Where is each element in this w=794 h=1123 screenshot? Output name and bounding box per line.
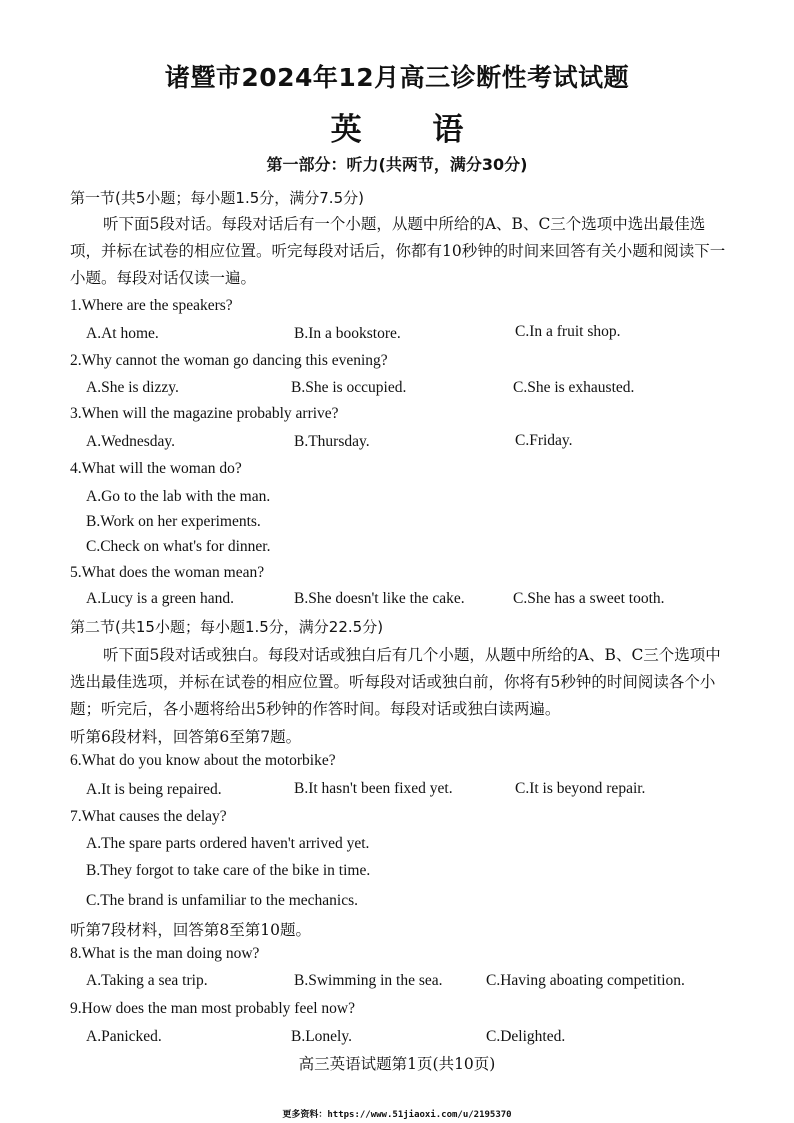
question-4: 4.What will the woman do? — [70, 460, 242, 477]
material-6-note: 听第6段材料，回答第6至第7题。 — [70, 728, 302, 746]
exam-title: 诸暨市2024年12月高三诊断性考试试题 — [164, 63, 630, 92]
question-1: 1.Where are the speakers? — [70, 297, 233, 314]
q5-option-b: B.She doesn't like the cake. — [294, 590, 465, 607]
q4-option-b: B.Work on her experiments. — [86, 513, 261, 530]
question-2: 2.Why cannot the woman go dancing this evening? — [70, 352, 388, 369]
q1-option-a: A.At home. — [86, 325, 159, 342]
q8-option-b: B.Swimming in the sea. — [294, 972, 443, 989]
q6-option-a: A.It is being repaired. — [86, 781, 222, 798]
part-heading: 第一部分：听力(共两节，满分30分) — [266, 155, 528, 174]
material-7-note: 听第7段材料，回答第8至第10题。 — [70, 921, 311, 939]
q3-option-b: B.Thursday. — [294, 433, 370, 450]
section2-heading: 第二节(共15小题；每小题1.5分，满分22.5分) — [70, 618, 384, 636]
question-7: 7.What causes the delay? — [70, 808, 227, 825]
q9-option-c: C.Delighted. — [486, 1028, 566, 1045]
q8-option-a: A.Taking a sea trip. — [86, 972, 208, 989]
question-8: 8.What is the man doing now? — [70, 945, 260, 962]
q3-option-c: C.Friday. — [515, 432, 573, 449]
question-5: 5.What does the woman mean? — [70, 564, 265, 581]
q2-option-c: C.She is exhausted. — [513, 379, 635, 396]
q2-option-b: B.She is occupied. — [291, 379, 407, 396]
q6-option-c: C.It is beyond repair. — [515, 780, 646, 797]
q8-option-c: C.Having aboating competition. — [486, 972, 685, 989]
section1-instructions-text: 听下面5段对话。每段对话后有一个小题，从题中所给的A、B、C三个选项中选出最佳选项，并标在试卷的相应位置。听完每段对话后，你都有10秒钟的时间来回答有关小题和阅读下一小题。每段对话仅读一遍。 — [70, 215, 726, 287]
q5-option-c: C.She has a sweet tooth. — [513, 590, 665, 607]
subject-title: 英 语 — [330, 112, 494, 148]
section2-instructions — [70, 642, 730, 723]
q9-option-a: A.Panicked. — [86, 1028, 162, 1045]
section1-heading: 第一节(共5小题；每小题1.5分，满分7.5分) — [70, 189, 364, 207]
page-footer: 高三英语试题第1页(共10页) — [298, 1055, 496, 1073]
source-link[interactable]: 更多资料：https://www.51jiaoxi.com/u/2195370 — [282, 1110, 512, 1120]
section1-instructions — [70, 211, 730, 292]
question-6: 6.What do you know about the motorbike? — [70, 752, 336, 769]
q6-option-b: B.It hasn't been fixed yet. — [294, 780, 453, 797]
q7-option-b: B.They forgot to take care of the bike in time. — [86, 862, 371, 879]
question-9: 9.How does the man most probably feel now? — [70, 1000, 355, 1017]
q3-option-a: A.Wednesday. — [86, 433, 175, 450]
q5-option-a: A.Lucy is a green hand. — [86, 590, 235, 607]
q4-option-c: C.Check on what's for dinner. — [86, 538, 271, 555]
q7-option-c: C.The brand is unfamiliar to the mechanics. — [86, 892, 359, 909]
q4-option-a: A.Go to the lab with the man. — [86, 488, 271, 505]
q1-option-b: B.In a bookstore. — [294, 325, 401, 342]
q9-option-b: B.Lonely. — [291, 1028, 352, 1045]
q2-option-a: A.She is dizzy. — [86, 379, 179, 396]
question-3: 3.When will the magazine probably arrive? — [70, 405, 339, 422]
section2-instructions-text: 听下面5段对话或独白。每段对话或独白后有几个小题，从题中所给的A、B、C三个选项中选出最佳选项，并标在试卷的相应位置。听每段对话或独白前，你将有5秒钟的时间阅读各个小题；听完后，各小题将给出5秒钟的作答时间。每段对话或独白读两遍。 — [70, 646, 721, 718]
q1-option-c: C.In a fruit shop. — [515, 323, 621, 340]
q7-option-a: A.The spare parts ordered haven't arrived yet. — [86, 835, 370, 852]
